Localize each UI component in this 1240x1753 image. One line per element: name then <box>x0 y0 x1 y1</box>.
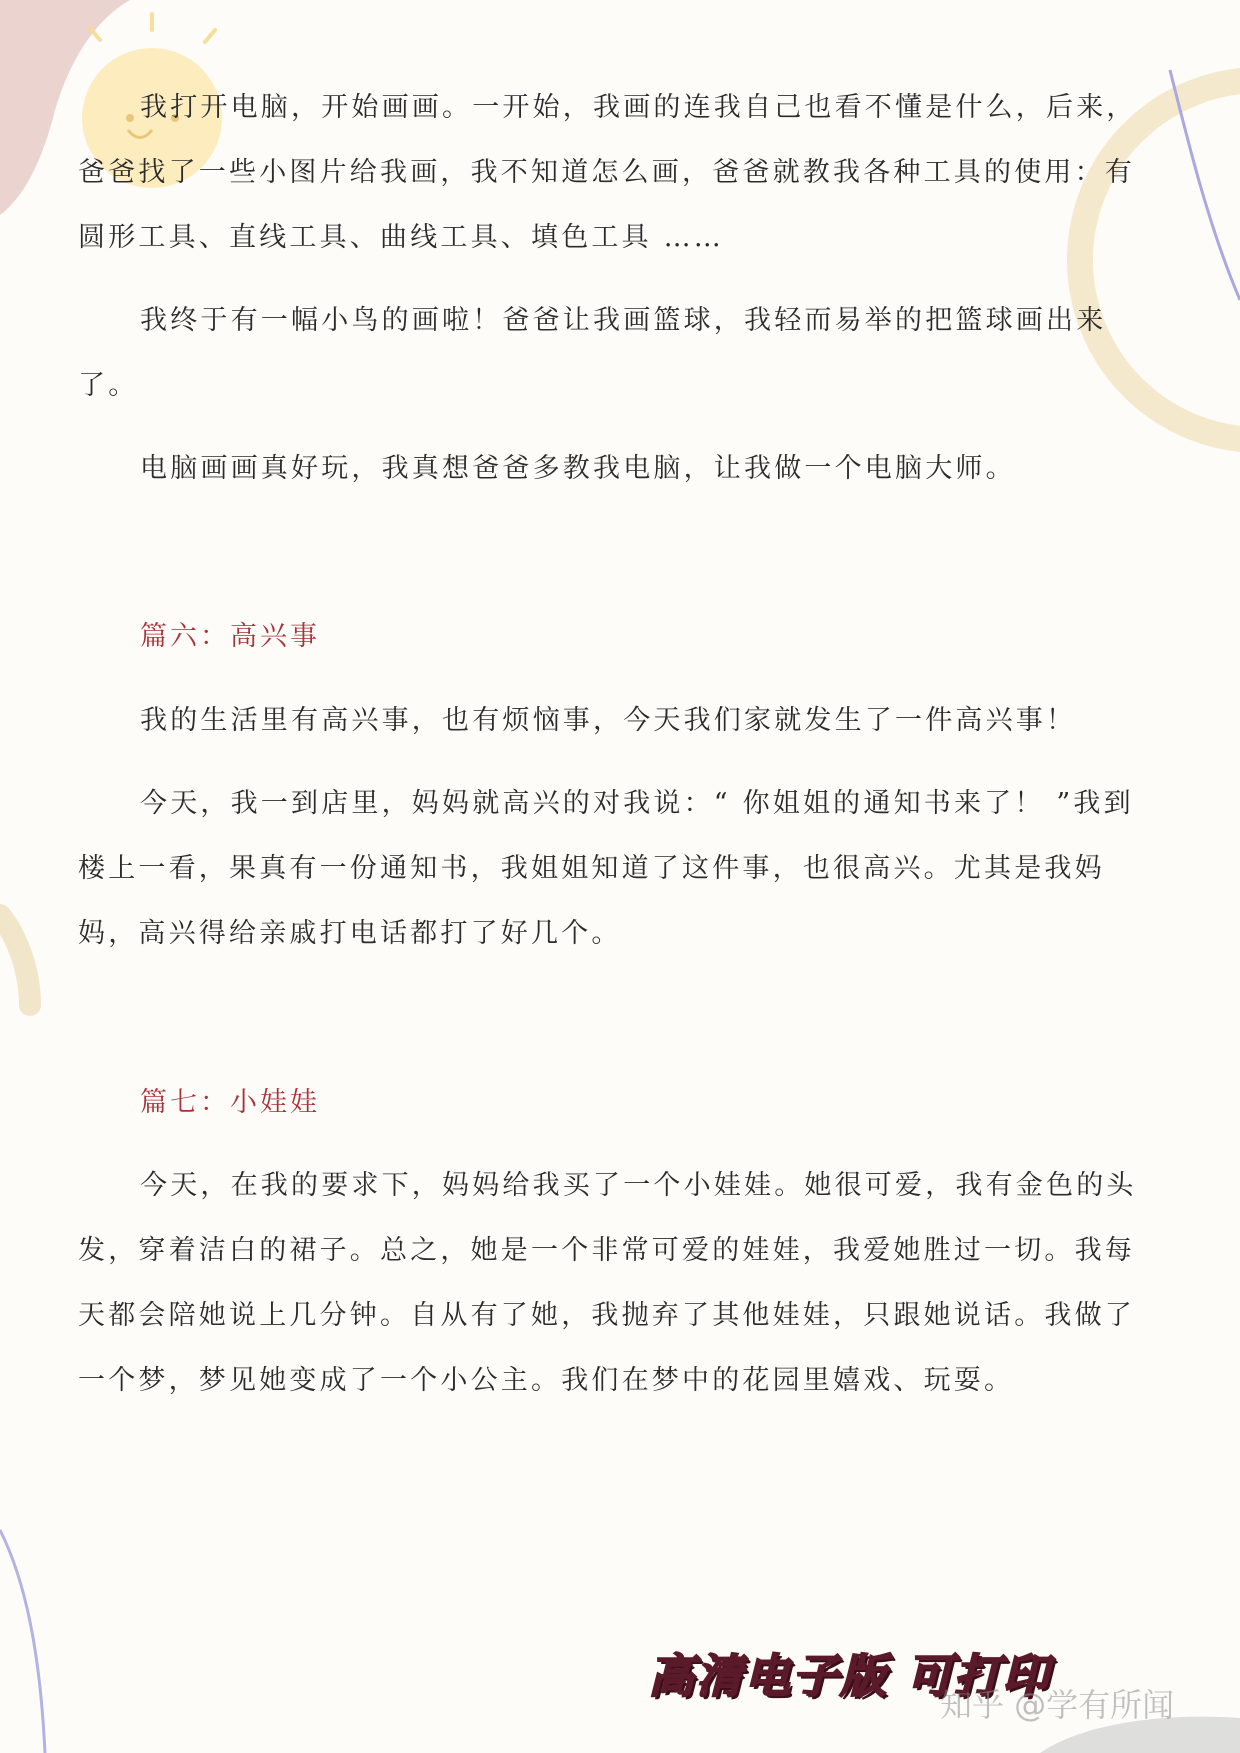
paragraph-computer-master: 电脑画画真好玩，我真想爸爸多教我电脑，让我做一个电脑大师。 <box>140 453 1016 484</box>
paragraph-drawing: 我打开电脑，开始画画。一开始，我画的连我自己也看不懂是什么，后来，爸爸找了一些小图片给我画，我不知道怎么画，爸爸就教我各种工具的使用：有圆形工具、直线工具、曲线工具、填色工具 …… <box>78 92 1137 253</box>
paragraph-notice: 今天，我一到店里，妈妈就高兴的对我说：“ 你姐姐的通知书来了！ ”我到楼上一看，果真有一份通知书，我姐姐知道了这件事，也很高兴。尤其是我妈妈，高兴得给亲戚打电话都打了好几个。 <box>78 788 1134 949</box>
watermark: 知乎 @学有所闻 <box>940 1686 1175 1724</box>
paragraph-doll: 今天，在我的要求下，妈妈给我买了一个小娃娃。她很可爱，我有金色的头发，穿着洁白的裙子。总之，她是一个非常可爱的娃娃，我爱她胜过一切。我每天都会陪她说上几分钟。自从有了她，我抛弃了其他娃娃，只跟她说话。我做了一个梦，梦见她变成了一个小公主。我们在梦中的花园里嬉戏、玩耍。 <box>78 1170 1137 1396</box>
banner-text: 高清电子版 可打印 <box>648 1649 1051 1703</box>
paragraph-happy-intro: 我的生活里有高兴事，也有烦恼事，今天我们家就发生了一件高兴事！ <box>140 705 1077 736</box>
section-heading-seven: 篇七：小娃娃 <box>140 1087 320 1118</box>
section-heading-six: 篇六：高兴事 <box>140 621 320 652</box>
paragraph-bird: 我终于有一幅小鸟的画啦！爸爸让我画篮球，我轻而易举的把篮球画出来了。 <box>78 305 1107 401</box>
